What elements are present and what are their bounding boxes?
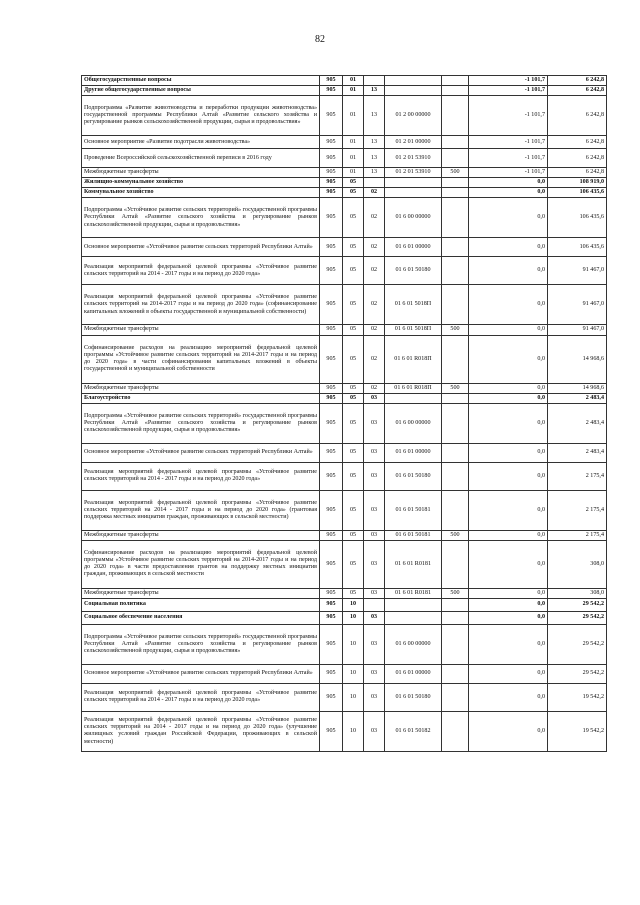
amount-total-cell: 91 467,0 [548, 285, 607, 325]
table-row [82, 540, 607, 588]
amount-total-cell: 19 542,2 [548, 711, 607, 751]
subsection-code-cell: 02 [364, 383, 385, 393]
expense-type-code-cell [442, 403, 469, 443]
ministry-code-cell: 905 [320, 136, 343, 149]
ministry-code-cell: 905 [320, 443, 343, 462]
expense-type-code-cell: 500 [442, 530, 469, 540]
subsection-code-cell: 03 [364, 588, 385, 598]
target-article-code-cell: 01 6 00 00000 [385, 403, 442, 443]
amount-change-cell: 0,0 [469, 711, 548, 751]
expense-type-code-cell [442, 490, 469, 530]
table-row [82, 598, 607, 611]
ministry-code-cell: 905 [320, 711, 343, 751]
subsection-code-cell: 03 [364, 664, 385, 683]
table-row [82, 530, 607, 540]
amount-change-cell: 0,0 [469, 238, 548, 257]
amount-total-cell: 6 242,8 [548, 136, 607, 149]
subsection-code-cell: 03 [364, 711, 385, 751]
ministry-code-cell: 905 [320, 530, 343, 540]
item-name-cell: Межбюджетные трансферты [82, 325, 320, 335]
target-article-code-cell: 01 6 01 50180 [385, 462, 442, 490]
table-row [82, 490, 607, 530]
target-article-code-cell: 01 6 01 R018П [385, 335, 442, 383]
ministry-code-cell: 905 [320, 188, 343, 198]
section-code-cell: 05 [343, 530, 364, 540]
ministry-code-cell: 905 [320, 178, 343, 188]
table-row [82, 443, 607, 462]
target-article-code-cell: 01 6 01 50181 [385, 490, 442, 530]
section-code-cell: 10 [343, 624, 364, 664]
expense-type-code-cell [442, 76, 469, 86]
amount-change-cell: 0,0 [469, 285, 548, 325]
ministry-code-cell: 905 [320, 403, 343, 443]
section-code-cell: 05 [343, 188, 364, 198]
subsection-code-cell: 13 [364, 86, 385, 96]
amount-change-cell: 0,0 [469, 257, 548, 285]
section-code-cell: 05 [343, 540, 364, 588]
table-row [82, 393, 607, 403]
expense-type-code-cell [442, 178, 469, 188]
subsection-code-cell: 02 [364, 188, 385, 198]
ministry-code-cell: 905 [320, 76, 343, 86]
table-row [82, 96, 607, 136]
ministry-code-cell: 905 [320, 238, 343, 257]
subsection-code-cell: 02 [364, 285, 385, 325]
budget-table-body [82, 76, 607, 752]
expense-type-code-cell [442, 136, 469, 149]
subsection-code-cell: 03 [364, 490, 385, 530]
item-name-cell: Реализация мероприятий федеральной целевой программы «Устойчивое развитие сельских территорий на 2014 - 2017 годы и на период до 2020 года» [82, 462, 320, 490]
section-code-cell: 05 [343, 403, 364, 443]
section-code-cell: 05 [343, 335, 364, 383]
expense-type-code-cell [442, 393, 469, 403]
amount-change-cell: 0,0 [469, 624, 548, 664]
subsection-code-cell: 13 [364, 136, 385, 149]
section-code-cell: 01 [343, 96, 364, 136]
amount-total-cell: 2 483,4 [548, 443, 607, 462]
amount-change-cell: -1 101,7 [469, 136, 548, 149]
item-name-cell: Реализация мероприятий федеральной целевой программы «Устойчивое развитие сельских территорий на 2014 - 2017 годы и на период до 2020 года» (улучшение жилищных условий граждан Российской Федерации, проживающих в сельской местности) [82, 711, 320, 751]
table-row [82, 238, 607, 257]
section-code-cell: 05 [343, 462, 364, 490]
amount-total-cell: 2 175,4 [548, 462, 607, 490]
subsection-code-cell: 02 [364, 238, 385, 257]
table-row [82, 257, 607, 285]
table-row [82, 168, 607, 178]
subsection-code-cell: 13 [364, 96, 385, 136]
amount-change-cell: 0,0 [469, 443, 548, 462]
subsection-code-cell: 03 [364, 403, 385, 443]
ministry-code-cell: 905 [320, 149, 343, 168]
section-code-cell: 01 [343, 149, 364, 168]
item-name-cell: Подпрограмма «Устойчивое развитие сельских территорий» государственной программы Республики Алтай «Развитие сельского хозяйства и регулирование рынков сельскохозяйственной продукции, сырья и продовольствия» [82, 403, 320, 443]
ministry-code-cell: 905 [320, 325, 343, 335]
expense-type-code-cell [442, 443, 469, 462]
amount-change-cell: 0,0 [469, 664, 548, 683]
table-row [82, 86, 607, 96]
table-row [82, 335, 607, 383]
section-code-cell: 05 [343, 393, 364, 403]
target-article-code-cell: 01 6 01 R0181 [385, 540, 442, 588]
item-name-cell: Межбюджетные трансферты [82, 168, 320, 178]
table-row [82, 188, 607, 198]
subsection-code-cell: 13 [364, 168, 385, 178]
target-article-code-cell: 01 6 01 50182 [385, 711, 442, 751]
amount-total-cell: 6 242,8 [548, 76, 607, 86]
table-row [82, 76, 607, 86]
subsection-code-cell: 03 [364, 611, 385, 624]
section-code-cell: 05 [343, 325, 364, 335]
subsection-code-cell [364, 76, 385, 86]
item-name-cell: Проведение Всероссийской сельскохозяйственной переписи в 2016 году [82, 149, 320, 168]
subsection-code-cell [364, 178, 385, 188]
amount-total-cell: 2 175,4 [548, 490, 607, 530]
subsection-code-cell: 03 [364, 462, 385, 490]
expense-type-code-cell [442, 86, 469, 96]
expense-type-code-cell [442, 96, 469, 136]
amount-total-cell: 6 242,8 [548, 149, 607, 168]
expense-type-code-cell [442, 598, 469, 611]
amount-total-cell: 308,0 [548, 588, 607, 598]
item-name-cell: Реализация мероприятий федеральной целевой программы «Устойчивое развитие сельских территорий на 2014 - 2017 годы и на период до 2020 года» [82, 257, 320, 285]
amount-total-cell: 106 435,6 [548, 188, 607, 198]
target-article-code-cell [385, 188, 442, 198]
table-row [82, 285, 607, 325]
expense-type-code-cell [442, 285, 469, 325]
expense-type-code-cell: 500 [442, 588, 469, 598]
item-name-cell: Основное мероприятие «Развитие подотрасли животноводства» [82, 136, 320, 149]
amount-total-cell: 19 542,2 [548, 683, 607, 711]
target-article-code-cell: 01 6 00 00000 [385, 624, 442, 664]
ministry-code-cell: 905 [320, 257, 343, 285]
subsection-code-cell: 03 [364, 540, 385, 588]
table-row [82, 383, 607, 393]
amount-change-cell: -1 101,7 [469, 149, 548, 168]
section-code-cell: 05 [343, 490, 364, 530]
expense-type-code-cell [442, 664, 469, 683]
ministry-code-cell: 905 [320, 198, 343, 238]
table-row [82, 325, 607, 335]
section-code-cell: 05 [343, 178, 364, 188]
target-article-code-cell: 01 6 01 50180 [385, 683, 442, 711]
item-name-cell: Основное мероприятие «Устойчивое развитие сельских территорий Республики Алтай» [82, 238, 320, 257]
ministry-code-cell: 905 [320, 683, 343, 711]
expense-type-code-cell: 500 [442, 325, 469, 335]
ministry-code-cell: 905 [320, 393, 343, 403]
amount-total-cell: 2 483,4 [548, 393, 607, 403]
target-article-code-cell: 01 6 01 00000 [385, 664, 442, 683]
amount-total-cell: 91 467,0 [548, 257, 607, 285]
target-article-code-cell [385, 178, 442, 188]
table-row [82, 403, 607, 443]
item-name-cell: Реализация мероприятий федеральной целевой программы «Устойчивое развитие сельских территорий на 2014 - 2017 годы и на период до 2020 года» [82, 683, 320, 711]
item-name-cell: Подпрограмма «Развитие животноводства и переработки продукции животноводства» государственной программы Республики Алтай «Развитие сельского хозяйства и регулирование рынков сельскохозяйственной продукции, сырья и продовольствия» [82, 96, 320, 136]
item-name-cell: Подпрограмма «Устойчивое развитие сельских территорий» государственной программы Республики Алтай «Развитие сельского хозяйства и регулирование рынков сельскохозяйственной продукции, сырья и продовольствия» [82, 624, 320, 664]
amount-total-cell: 308,0 [548, 540, 607, 588]
item-name-cell: Благоустройство [82, 393, 320, 403]
ministry-code-cell: 905 [320, 86, 343, 96]
amount-change-cell: 0,0 [469, 325, 548, 335]
amount-total-cell: 91 467,0 [548, 325, 607, 335]
amount-total-cell: 2 175,4 [548, 530, 607, 540]
table-row [82, 683, 607, 711]
amount-change-cell: 0,0 [469, 490, 548, 530]
subsection-code-cell: 03 [364, 443, 385, 462]
expense-type-code-cell [442, 683, 469, 711]
target-article-code-cell: 01 6 01 50180 [385, 257, 442, 285]
ministry-code-cell: 905 [320, 588, 343, 598]
amount-total-cell: 29 542,2 [548, 611, 607, 624]
table-row [82, 711, 607, 751]
section-code-cell: 05 [343, 238, 364, 257]
expense-type-code-cell [442, 711, 469, 751]
table-row [82, 624, 607, 664]
table-row [82, 149, 607, 168]
target-article-code-cell: 01 2 00 00000 [385, 96, 442, 136]
expense-type-code-cell [442, 149, 469, 168]
target-article-code-cell: 01 6 01 50181 [385, 530, 442, 540]
item-name-cell: Общегосударственные вопросы [82, 76, 320, 86]
target-article-code-cell: 01 6 01 00000 [385, 238, 442, 257]
target-article-code-cell [385, 76, 442, 86]
subsection-code-cell [364, 598, 385, 611]
item-name-cell: Межбюджетные трансферты [82, 383, 320, 393]
subsection-code-cell: 13 [364, 149, 385, 168]
expense-type-code-cell [442, 257, 469, 285]
amount-change-cell: 0,0 [469, 178, 548, 188]
item-name-cell: Социальное обеспечение населения [82, 611, 320, 624]
section-code-cell: 01 [343, 136, 364, 149]
amount-change-cell: 0,0 [469, 403, 548, 443]
amount-change-cell: 0,0 [469, 683, 548, 711]
target-article-code-cell: 01 2 01 00000 [385, 136, 442, 149]
ministry-code-cell: 905 [320, 462, 343, 490]
subsection-code-cell: 03 [364, 683, 385, 711]
section-code-cell: 05 [343, 285, 364, 325]
amount-change-cell: 0,0 [469, 598, 548, 611]
section-code-cell: 05 [343, 443, 364, 462]
expense-type-code-cell [442, 462, 469, 490]
item-name-cell: Коммунальное хозяйство [82, 188, 320, 198]
table-row [82, 588, 607, 598]
subsection-code-cell: 03 [364, 530, 385, 540]
subsection-code-cell: 02 [364, 335, 385, 383]
amount-change-cell: -1 101,7 [469, 76, 548, 86]
section-code-cell: 10 [343, 664, 364, 683]
table-row [82, 178, 607, 188]
amount-total-cell: 106 435,6 [548, 198, 607, 238]
amount-change-cell: 0,0 [469, 393, 548, 403]
item-name-cell: Другие общегосударственные вопросы [82, 86, 320, 96]
ministry-code-cell: 905 [320, 664, 343, 683]
amount-change-cell: 0,0 [469, 540, 548, 588]
expense-type-code-cell [442, 198, 469, 238]
amount-change-cell: -1 101,7 [469, 86, 548, 96]
amount-change-cell: 0,0 [469, 611, 548, 624]
amount-change-cell: 0,0 [469, 383, 548, 393]
ministry-code-cell: 905 [320, 285, 343, 325]
expense-type-code-cell: 500 [442, 383, 469, 393]
subsection-code-cell: 03 [364, 624, 385, 664]
target-article-code-cell: 01 6 01 00000 [385, 443, 442, 462]
subsection-code-cell: 02 [364, 257, 385, 285]
item-name-cell: Подпрограмма «Устойчивое развитие сельских территорий» государственной программы Республики Алтай «Развитие сельского хозяйства и регулирование рынков сельскохозяйственной продукции, сырья и продовольствия» [82, 198, 320, 238]
target-article-code-cell: 01 2 01 53910 [385, 168, 442, 178]
section-code-cell: 05 [343, 383, 364, 393]
section-code-cell: 01 [343, 86, 364, 96]
amount-total-cell: 106 435,6 [548, 238, 607, 257]
target-article-code-cell: 01 6 01 5018П [385, 325, 442, 335]
amount-change-cell: 0,0 [469, 530, 548, 540]
expense-type-code-cell [442, 624, 469, 664]
table-row [82, 136, 607, 149]
table-row [82, 462, 607, 490]
table-row [82, 198, 607, 238]
ministry-code-cell: 905 [320, 335, 343, 383]
section-code-cell: 05 [343, 588, 364, 598]
section-code-cell: 10 [343, 711, 364, 751]
section-code-cell: 01 [343, 168, 364, 178]
expense-type-code-cell: 500 [442, 168, 469, 178]
item-name-cell: Межбюджетные трансферты [82, 588, 320, 598]
subsection-code-cell: 02 [364, 325, 385, 335]
amount-total-cell: 14 968,6 [548, 383, 607, 393]
section-code-cell: 05 [343, 198, 364, 238]
amount-total-cell: 14 968,6 [548, 335, 607, 383]
item-name-cell: Софинансирование расходов на реализацию мероприятий федеральной целевой программы «Устойчивое развитие сельских территорий на 2014-2017 годы и на период до 2020 года» в части софинансирования капитальных вложений в объекты государственной и муниципальной собственности [82, 335, 320, 383]
amount-total-cell: 6 242,8 [548, 96, 607, 136]
amount-total-cell: 108 919,0 [548, 178, 607, 188]
amount-total-cell: 2 483,4 [548, 403, 607, 443]
item-name-cell: Социальная политика [82, 598, 320, 611]
amount-total-cell: 6 242,8 [548, 86, 607, 96]
target-article-code-cell [385, 393, 442, 403]
target-article-code-cell: 01 6 01 R0181 [385, 588, 442, 598]
target-article-code-cell: 01 6 01 5018П [385, 285, 442, 325]
budget-table [81, 75, 607, 752]
expense-type-code-cell [442, 238, 469, 257]
target-article-code-cell [385, 598, 442, 611]
item-name-cell: Основное мероприятие «Устойчивое развитие сельских территорий Республики Алтай» [82, 443, 320, 462]
amount-total-cell: 29 542,2 [548, 664, 607, 683]
amount-change-cell: 0,0 [469, 588, 548, 598]
target-article-code-cell [385, 86, 442, 96]
amount-total-cell: 6 242,8 [548, 168, 607, 178]
item-name-cell: Основное мероприятие «Устойчивое развитие сельских территорий Республики Алтай» [82, 664, 320, 683]
amount-total-cell: 29 542,2 [548, 598, 607, 611]
ministry-code-cell: 905 [320, 611, 343, 624]
section-code-cell: 05 [343, 257, 364, 285]
section-code-cell: 10 [343, 683, 364, 711]
ministry-code-cell: 905 [320, 383, 343, 393]
table-row [82, 664, 607, 683]
table-row [82, 611, 607, 624]
expense-type-code-cell [442, 335, 469, 383]
item-name-cell: Реализация мероприятий федеральной целевой программы «Устойчивое развитие сельских территорий на 2014-2017 годы и на период до 2020 года» (софинансирование капитальных вложений в объекты государственной и муниципальной собственности) [82, 285, 320, 325]
amount-change-cell: -1 101,7 [469, 96, 548, 136]
ministry-code-cell: 905 [320, 96, 343, 136]
target-article-code-cell: 01 6 00 00000 [385, 198, 442, 238]
target-article-code-cell: 01 6 01 R018П [385, 383, 442, 393]
target-article-code-cell [385, 611, 442, 624]
ministry-code-cell: 905 [320, 490, 343, 530]
ministry-code-cell: 905 [320, 624, 343, 664]
section-code-cell: 10 [343, 598, 364, 611]
amount-change-cell: -1 101,7 [469, 168, 548, 178]
amount-change-cell: 0,0 [469, 198, 548, 238]
expense-type-code-cell [442, 188, 469, 198]
expense-type-code-cell [442, 611, 469, 624]
target-article-code-cell: 01 2 01 53910 [385, 149, 442, 168]
ministry-code-cell: 905 [320, 598, 343, 611]
ministry-code-cell: 905 [320, 540, 343, 588]
amount-total-cell: 29 542,2 [548, 624, 607, 664]
item-name-cell: Софинансирование расходов на реализацию мероприятий федеральной целевой программы «Устойчивое развитие сельских территорий на 2014-2017 годы и на период до 2020 года» в части предоставления грантов на поддержку местных инициатив граждан, проживающих в сельской местности [82, 540, 320, 588]
section-code-cell: 01 [343, 76, 364, 86]
item-name-cell: Межбюджетные трансферты [82, 530, 320, 540]
section-code-cell: 10 [343, 611, 364, 624]
amount-change-cell: 0,0 [469, 188, 548, 198]
page-number: 82 [315, 34, 325, 45]
item-name-cell: Реализация мероприятий федеральной целевой программы «Устойчивое развитие сельских территорий на 2014 - 2017 годы и на период до 2020 года» (грантовая поддержка местных инициатив граждан, проживающих в сельской местности) [82, 490, 320, 530]
expense-type-code-cell [442, 540, 469, 588]
amount-change-cell: 0,0 [469, 335, 548, 383]
item-name-cell: Жилищно-коммунальное хозяйство [82, 178, 320, 188]
subsection-code-cell: 03 [364, 393, 385, 403]
subsection-code-cell: 02 [364, 198, 385, 238]
amount-change-cell: 0,0 [469, 462, 548, 490]
ministry-code-cell: 905 [320, 168, 343, 178]
